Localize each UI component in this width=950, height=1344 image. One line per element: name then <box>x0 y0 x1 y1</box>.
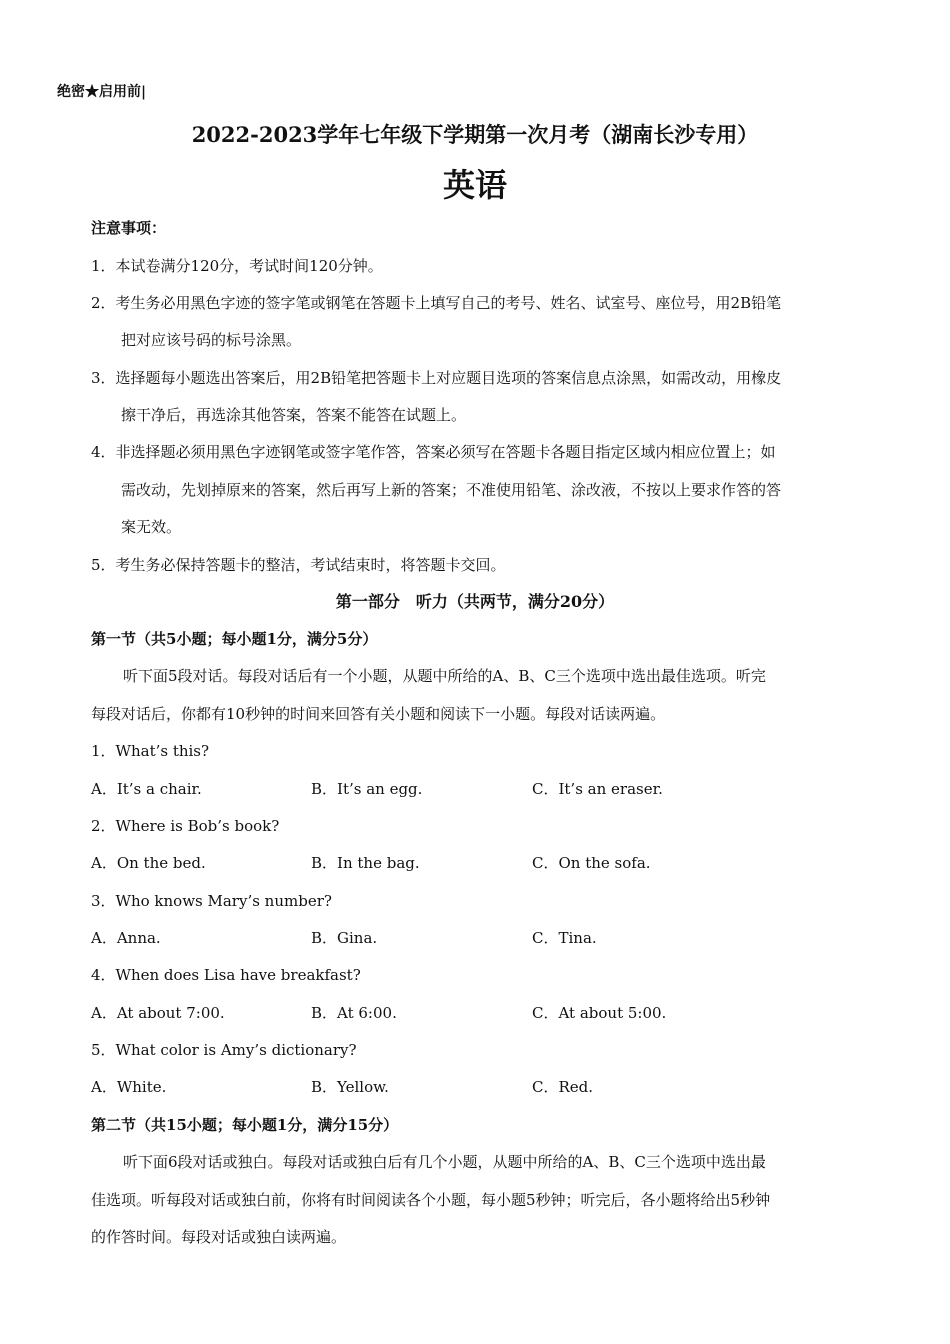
q5-option-c: C．Red. <box>532 1078 594 1096</box>
question-3: 3．Who knows Mary’s number? <box>91 892 332 910</box>
section1-instructions: 听下面5段对话。每段对话后有一个小题，从题中所给的A、B、C三个选项中选出最佳选项。听完 <box>123 667 766 685</box>
q2-option-b: B．In the bag. <box>311 854 420 872</box>
q5-option-b: B．Yellow. <box>311 1078 389 1096</box>
note-item-4: 4．非选择题必须用黑色字迹钢笔或签字笔作答，答案必须写在答题卡各题目指定区域内相应位置上；如 <box>91 443 776 461</box>
confidential-mark: 绝密★启用前| <box>57 84 147 100</box>
note-item-4-cont: 需改动，先划掉原来的答案，然后再写上新的答案；不准使用铅笔、涂改液，不按以上要求作答的答 <box>121 481 782 499</box>
q1-option-a: A．It’s a chair. <box>91 780 202 798</box>
subject-title: 英语 <box>442 166 507 204</box>
q4-option-b: B．At 6:00. <box>311 1004 397 1022</box>
question-2: 2．Where is Bob’s book? <box>91 817 280 835</box>
q3-option-a: A．Anna. <box>91 929 161 947</box>
q2-option-a: A．On the bed. <box>91 854 206 872</box>
question-4: 4．When does Lisa have breakfast? <box>91 966 361 984</box>
note-item-2: 2．考生务必用黑色字迹的签字笔或钢笔在答题卡上填写自己的考号、姓名、试室号、座位号，用2B铅笔 <box>91 294 782 312</box>
q1-option-c: C．It’s an eraser. <box>532 780 663 798</box>
note-item-3-cont: 擦干净后，再选涂其他答案，答案不能答在试题上。 <box>121 406 467 424</box>
note-item-1: 1．本试卷满分120分，考试时间120分钟。 <box>91 257 383 275</box>
section2-instructions-cont2: 的作答时间。每段对话或独白读两遍。 <box>91 1228 347 1246</box>
section2-instructions: 听下面6段对话或独白。每段对话或独白后有几个小题，从题中所给的A、B、C三个选项中选出最 <box>123 1153 766 1171</box>
note-item-4-cont2: 案无效。 <box>121 518 182 536</box>
note-item-3: 3．选择题每小题选出答案后，用2B铅笔把答题卡上对应题目选项的答案信息点涂黑，如需改动，用橡皮 <box>91 369 782 387</box>
part1-heading: 第一部分 听力（共两节，满分20分） <box>335 592 615 611</box>
section1-instructions-cont: 每段对话后，你都有10秒钟的时间来回答有关小题和阅读下一小题。每段对话读两遍。 <box>91 705 666 723</box>
section2-instructions-cont: 佳选项。听每段对话或独白前，你将有时间阅读各个小题，每小题5秒钟；听完后，各小题将给出5秒钟 <box>91 1191 771 1209</box>
q2-option-c: C．On the sofa. <box>532 854 651 872</box>
notes-heading: 注意事项： <box>91 219 167 237</box>
section1-heading: 第一节（共5小题；每小题1分，满分5分） <box>91 630 378 648</box>
section2-heading: 第二节（共15小题；每小题1分，满分15分） <box>91 1116 399 1134</box>
q3-option-b: B．Gina. <box>311 929 378 947</box>
q5-option-a: A．White. <box>91 1078 167 1096</box>
q3-option-c: C．Tina. <box>532 929 597 947</box>
note-item-2-cont: 把对应该号码的标号涂黑。 <box>121 331 302 349</box>
q4-option-a: A．At about 7:00. <box>91 1004 225 1022</box>
q4-option-c: C．At about 5:00. <box>532 1004 667 1022</box>
q1-option-b: B．It’s an egg. <box>311 780 423 798</box>
exam-title: 2022-2023学年七年级下学期第一次月考（湖南长沙专用） <box>191 122 759 147</box>
question-1: 1．What’s this? <box>91 742 210 760</box>
note-item-5: 5．考生务必保持答题卡的整洁，考试结束时，将答题卡交回。 <box>91 556 506 574</box>
question-5: 5．What color is Amy’s dictionary? <box>91 1041 357 1059</box>
